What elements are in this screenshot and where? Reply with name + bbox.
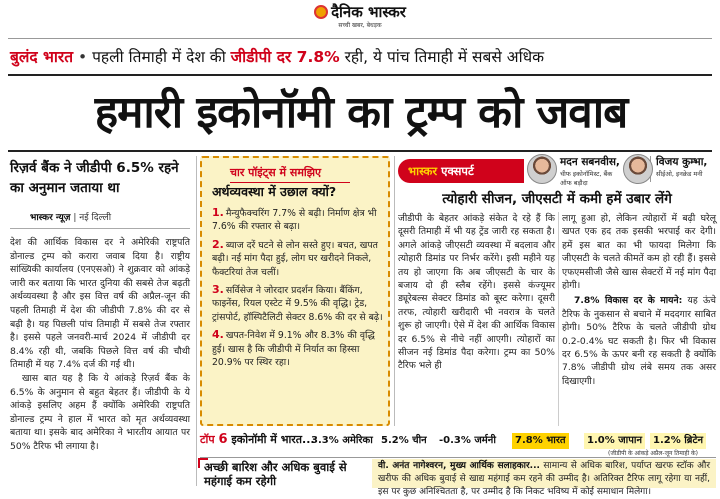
sun-logo-icon xyxy=(314,5,328,19)
gdp-note: (जीडीपी के आंकड़े अप्रैल-जून तिमाही के) xyxy=(608,450,698,457)
byline-agency: भास्कर न्यूज़ xyxy=(30,213,71,223)
four-points-list xyxy=(212,206,388,373)
left-article-body xyxy=(10,236,190,454)
point-text: सर्विसेज ने जोरदार प्रदर्शन किया। बैंकिंग, फाइनेंस, रियल एस्टेट में 9.5% की वृद्धि। ट्रेड, ट्रांसपोर्ट, हॉस्पिटैलिटी सेक्टर 8.6% की दर से बढ़े। xyxy=(212,285,383,323)
gdp-value: 7.8% xyxy=(515,435,543,446)
top-divider xyxy=(8,38,712,39)
kicker-text-before: पहली तिमाही में देश की xyxy=(92,48,226,66)
left-paragraph-1: देश की आर्थिक विकास दर ने अमेरिकी राष्ट्रपति डोनाल्ड ट्रम्प को करारा जवाब दिया है। राष्ट्रीय सांख्यिकी कार्यालय (एनएसओ) ने शुक्रवार को आंकड़े जारी कर बताया कि भारत दुनिया की सबसे तेज बढ़ती अर्थव्यवस्था है और इस वित्त वर्ष की अप्रैल-जून की पहली तिमाही में देश की जीडीपी 7.8% की दर से बढ़ी है। यह पिछली पांच तिमाही में सबसे तेज रफ्तार है। इससे पहले जनवरी-मार्च 2024 में जीडीपी दर 8.4% रही थी, जबकि पिछले वित्त वर्ष की चौथी तिमाही में यह 7.4% दर्ज की गई थी। xyxy=(10,237,190,371)
growth-meaning-text: यह ऊंचे टैरिफ के नुकसान से बचाने में मददगार साबित होगी। 50% टैरिफ के चलते जीडीपी ग्रोथ 0.2-0.4% घट सकती है। फिर भी विकास दर 6.5% के ऊपर बनी रह सकती है क्योंकि 7.8% जीडीपी ग्रोथ लंबे समय तक असर दिखाएगी। xyxy=(562,295,717,387)
expert-headline: त्योहारी सीजन, जीएसटी में कमी हमें उबार लेंगे xyxy=(442,191,672,207)
kicker-divider xyxy=(8,74,712,76)
gdp-item-japan xyxy=(584,433,645,449)
advisor-quote-text: सामान्य से अधिक बारिश, पर्याप्त खरफ स्टॉक और खरीफ की अधिक बुवाई से खाद्य महंगाई कम रहने की उम्मीद है। अतिरिक्त टैरिफ लागू रहेगा या नहीं, इस पर कुछ अनिश्चितता है, पर उम्मीद है कि निकट भविष्य में कोई समाधान मिलेगा। xyxy=(378,461,710,497)
expert2-name: विजय कुम्भा, xyxy=(656,156,708,168)
gdp-title-top: टॉप xyxy=(200,433,215,446)
point-text: खपत-निवेश में 9.1% और 8.3% की वृद्धि हुई। खास है कि जीडीपी में निर्यात का हिस्सा 20.9% पर स्थिर रहा। xyxy=(212,330,375,369)
column-divider-1 xyxy=(196,156,197,486)
expert2-role: सीईओ, इनक्रेड मनी xyxy=(656,170,703,178)
gdp-country: जर्मनी xyxy=(474,435,496,446)
headline-divider xyxy=(8,150,712,152)
logo-tagline: सच्ची खबर, बेधड़क xyxy=(338,22,382,29)
kicker-line xyxy=(10,46,715,68)
list-item xyxy=(212,283,388,324)
list-item xyxy=(212,206,388,234)
byline-divider xyxy=(10,228,190,229)
main-headline: हमारी इकोनॉमी का ट्रम्प को जवाब xyxy=(94,87,628,138)
gdp-title-six: 6 xyxy=(218,432,228,447)
gdp-value: 1.0% xyxy=(587,435,615,446)
four-points-box xyxy=(200,156,390,426)
left-subhead: रिज़र्व बैंक ने जीडीपी 6.5% रहने का अनुमान जताया था xyxy=(10,160,179,196)
gdp-country: अमेरिका xyxy=(342,435,373,446)
kicker-text-after: रही, ये पांच तिमाही में सबसे अधिक xyxy=(344,48,545,66)
gdp-item-china xyxy=(378,433,430,449)
list-item xyxy=(212,328,388,369)
newspaper-logo xyxy=(305,3,415,37)
gdp-country: ब्रिटेन xyxy=(684,435,704,446)
monsoon-headline: अच्छी बारिश और अधिक बुवाई से महंगाई कम रहेगी xyxy=(200,460,368,487)
expert-tag xyxy=(398,159,524,183)
growth-meaning-label: 7.8% विकास दर के मायने: xyxy=(574,295,683,307)
expert-column-b-para2 xyxy=(562,294,716,388)
kicker-dot: • xyxy=(78,48,88,66)
point-text: मैन्युफैक्चरिंग 7.7% से बढ़ी। निर्माण क्षेत्र भी 7.6% की रफ्तार से बढ़ा। xyxy=(212,208,377,233)
gdp-item-uk xyxy=(650,433,706,449)
point-number: 4. xyxy=(212,328,224,342)
advisor-name: वी. अनंत नागेश्वरन, मुख्य आर्थिक सलाहकार... xyxy=(378,461,540,471)
gdp-value: 5.2% xyxy=(381,435,409,446)
expert2-avatar xyxy=(623,154,653,184)
gdp-value: 1.2% xyxy=(653,435,681,446)
masthead xyxy=(0,0,720,40)
gdp-value: 3.3% xyxy=(311,435,339,446)
point-text: ब्याज दरें घटने से लोन सस्ते हुए। बचत, खपत बढ़ी। नई मांग पैदा हुई, लोग घर खरीदने निकले, फैक्टरियां तेज चलीं। xyxy=(212,239,378,278)
expert-column-b xyxy=(562,212,716,390)
point-number: 3. xyxy=(212,283,224,297)
expert-column-b-para1: लागू हुआ हो, लेकिन त्योहारों में बढ़ी घरेलू खपत एक हद तक इसकी भरपाई कर देगी। हमें इस बात का भी फायदा मिलेगा कि जीएसटी के चलते कीमतें कम हो रही हैं। इससे एफएमसीजी जैसे खास सेक्टरों में नई मांग पैदा होगी। xyxy=(562,213,716,292)
gdp-country: भारत xyxy=(546,435,566,446)
gdp-country: चीन xyxy=(412,435,427,446)
bottom-divider xyxy=(200,457,716,458)
expert1-avatar xyxy=(527,154,557,184)
byline-place: | नई दिल्ली xyxy=(73,213,112,223)
advisor-quote xyxy=(372,459,716,497)
column-divider-3 xyxy=(558,212,559,426)
expert-tag-label: एक्सपर्ट xyxy=(441,164,474,178)
expert1-role: चीफ इकोनॉमिस्ट, बैंक ऑफ बड़ौदा xyxy=(560,170,613,187)
column-divider-2 xyxy=(394,156,395,426)
point-number: 2. xyxy=(212,237,224,251)
four-points-title: अर्थव्यवस्था में उछाल क्यों? xyxy=(212,184,337,199)
kicker-brand: बुलंद भारत xyxy=(10,48,74,66)
gdp-strip-title xyxy=(200,432,315,447)
expert-column-a: जीडीपी के बेहतर आंकड़े संकेत दे रहे हैं कि दूसरी तिमाही में भी यह ट्रेंड जारी रह सकता है। अगले आंकड़े जीएसटी व्यवस्था में बदलाव और त्योहारी डिमांड पर निर्भर करेंगे। इसी महीने यह तय हो जाएगा कि अब जीएसटी के चार के बजाय दो ही स्लैब रहेंगे। इससे कंज्यूमर ड्यूरेबल्स सेक्टर डिमांड को बूस्ट करेगा। दूसरी तरफ, त्योहारी खरीदारी भी नवरात्र के चलते शुरू हो जाएगी। ऐसे में देश की आर्थिक विकास दर 6.5% से नीचे नहीं आएगी। त्योहारों का सीजन नई डिमांड पैदा करेगा। ट्रम्प का 50% टैरिफ भले ही xyxy=(398,213,555,372)
list-item xyxy=(212,238,388,279)
kicker-highlight: जीडीपी दर 7.8% xyxy=(230,48,340,66)
point-number: 1. xyxy=(212,206,224,219)
gdp-title-rest: इकोनॉमी में भारत... xyxy=(231,433,315,446)
expert-tag-brand: भास्कर xyxy=(408,164,438,178)
gdp-item-germany xyxy=(436,433,499,449)
left-paragraph-2: खास बात यह है कि ये आंकड़े रिज़र्व बैंक के 6.5% के अनुमान से बहुत बेहतर हैं। जीडीपी के ये आंकड़े इसलिए अहम हैं क्योंकि अमेरिकी राष्ट्रपति डोनाल्ड ट्रम्प ने हाल में भारत को मृत अर्थव्यवस्था बताया था। इसके बाद अमेरिका ने भारतीय आयात पर 50% टैरिफ भी लगाया है। xyxy=(10,372,190,452)
gdp-value: -0.3% xyxy=(439,435,471,446)
gdp-item-india xyxy=(512,433,569,449)
gdp-item-usa xyxy=(308,433,376,449)
four-points-tag: चार पॉइंट्स में समझिए xyxy=(230,165,350,183)
byline xyxy=(30,210,111,223)
gdp-country: जापान xyxy=(618,435,643,446)
logo-text: दैनिक भास्कर xyxy=(331,3,406,21)
expert1-name: मदन सबनवीस, xyxy=(560,156,620,168)
